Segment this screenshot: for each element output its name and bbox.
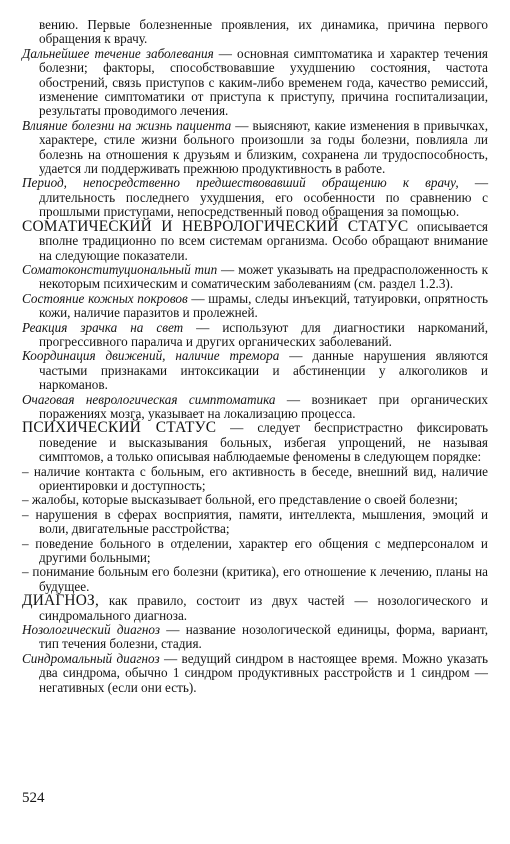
text-course: — основная симптоматика и характер течения болезни; факторы, способствовавшие ухудшению состояния, частота обострений, связь приступов с каким-либо временем года, качество ремиссий, изменение симптоматики от приступа к приступу, причина госпитализации, результаты проводимого лечения.	[39, 45, 488, 119]
term-focal: Очаговая неврологическая симптоматика	[22, 391, 276, 407]
text-syndromal: — ведущий синдром в настоящее время. Можно указать два синдрома, обычно 1 синдром продуктивных расстройств и 1 синдром — негативных (если они есть).	[39, 650, 488, 695]
page-number: 524	[22, 790, 45, 806]
mental-item-text: – нарушения в сферах восприятия, памяти, интеллекта, мышления, эмоций и воли, двигательные расстройства;	[22, 506, 488, 537]
somatic-item-coordination	[22, 349, 488, 392]
mental-text: — следует беспристрастно фиксировать поведение и высказывания больных, избегая упрощений, не называя симптомов, а только описывая наблюдаемые феномены в следующем порядке:	[39, 420, 488, 465]
term-period: Период, непосредственно предшествовавший обращению к врачу,	[22, 175, 459, 191]
mental-item-text: – жалобы, которые высказывает больной, его представление о своей болезни;	[22, 492, 458, 508]
term-coordination: Координация движений, наличие тремора	[22, 348, 280, 364]
diagnosis-item-syndromal	[22, 652, 488, 695]
diagnosis-paragraph	[22, 594, 488, 623]
mental-item-contact	[22, 465, 488, 494]
diagnosis-text: как правило, состоит из двух частей — нозологического и синдромального диагноза.	[39, 593, 488, 623]
somatic-item-constitution	[22, 263, 488, 292]
term-constitution: Соматоконституциональный тип	[22, 261, 218, 277]
term-skin: Состояние кожных покровов	[22, 290, 188, 306]
text-period: — длительность последнего ухудшения, его особенности по сравнению с прошлыми приступами, непосредственный повод обращения за помощью.	[39, 175, 489, 220]
diagnosis-item-nosological	[22, 623, 488, 652]
section-period	[22, 176, 488, 219]
somatic-item-skin	[22, 292, 488, 321]
section-course	[22, 47, 488, 119]
mental-item-text: – поведение больного в отделении, характер его общения с медперсоналом и другими больными;	[22, 535, 488, 566]
text-focal: — возникает при органических поражениях мозга, указывает на локализацию процесса.	[39, 391, 489, 421]
diagnosis-heading: ДИАГНОЗ,	[22, 592, 100, 610]
term-pupil: Реакция зрачка на свет	[22, 319, 184, 335]
intro-paragraph	[22, 18, 488, 47]
text-nosological: — название нозологической единицы, форма, вариант, тип течения болезни, стадия.	[39, 622, 488, 652]
section-influence	[22, 119, 488, 177]
text-constitution: — может указывать на предрасположенность к некоторым психическим и соматическим заболеваниям (см. раздел 1.2.3).	[39, 261, 489, 292]
mental-item-complaints	[22, 493, 488, 507]
mental-item-text: – наличие контакта с больным, его активность в беседе, внешний вид, наличие ориентировки и доступность;	[22, 463, 488, 493]
mental-status-paragraph	[22, 421, 488, 464]
page-body	[22, 18, 488, 695]
mental-heading: ПСИХИЧЕСКИЙ СТАТУС	[22, 419, 217, 437]
mental-item-behavior	[22, 537, 488, 566]
text-skin: — шрамы, следы инъекций, татуировки, опрятность кожи, наличие паразитов и пролежней.	[39, 290, 488, 321]
text-influence: — выясняют, какие изменения в привычках, характере, стиле жизни больного произошли за годы болезни, повлияла ли болезнь на отношения к друзьям и близким, сохранена ли трудоспособность, удается ли поддерживать прежнюю продуктивность в работе.	[39, 117, 489, 177]
somatic-text: описывается вполне традиционно по всем системам организма. Особо обращают внимание на следующие показатели.	[39, 218, 488, 263]
term-course: Дальнейшее течение заболевания	[22, 45, 214, 61]
term-influence: Влияние болезни на жизнь пациента	[22, 117, 232, 133]
term-nosological: Нозологический диагноз	[22, 622, 160, 638]
somatic-item-focal	[22, 393, 488, 422]
term-syndromal: Синдромальный диагноз	[22, 650, 160, 666]
somatic-status-paragraph	[22, 217, 488, 263]
mental-item-disorders	[22, 508, 488, 537]
intro-text: вению. Первые болезненные проявления, их динамика, причина первого обращения к врачу.	[39, 17, 488, 47]
somatic-heading: СОМАТИЧЕСКИЙ И НЕВРОЛОГИЧЕСКИЙ СТАТУС	[22, 217, 409, 235]
text-pupil: — используют для диагностики наркоманий, прогрессивного паралича и других органических заболеваний.	[39, 319, 488, 349]
somatic-item-pupil	[22, 321, 488, 350]
text-coordination: — данные нарушения являются частыми признаками интоксикации и абстиненции у алкоголиков и наркоманов.	[39, 348, 488, 393]
mental-item-text: – понимание больным его болезни (критика), его отношение к лечению, планы на будущее.	[22, 564, 488, 594]
mental-item-insight	[22, 565, 488, 594]
